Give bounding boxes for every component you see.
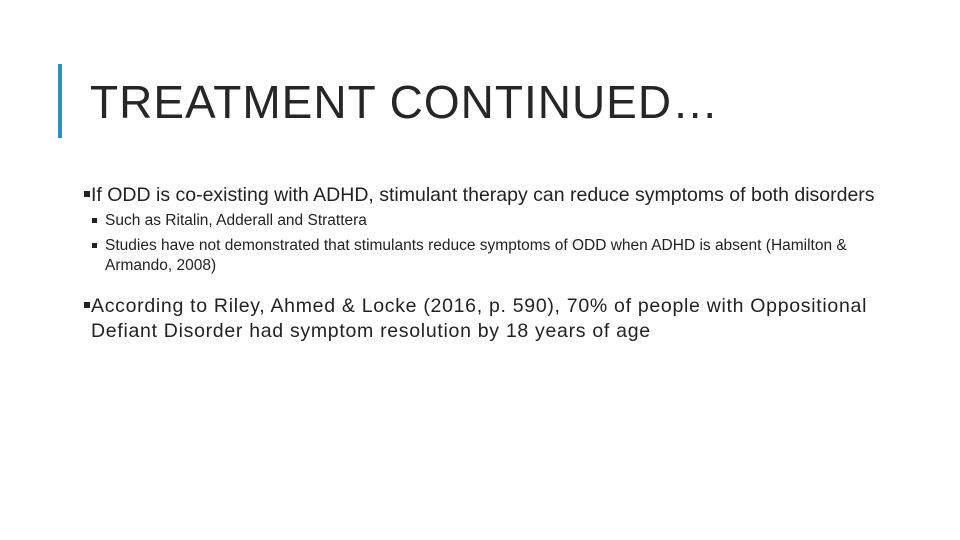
bullet-1-text: If ODD is co-existing with ADHD, stimulant therapy can reduce symptoms of both disorders <box>91 184 875 206</box>
sub-bullet-list <box>92 211 884 276</box>
sub-bullet-1-text: Such as Ritalin, Adderall and Strattera <box>105 212 367 229</box>
bullet-2 <box>84 294 884 344</box>
sub-bullet-2 <box>92 236 884 276</box>
slide-content <box>84 183 884 344</box>
square-bullet-icon <box>84 302 90 308</box>
title-accent-bar <box>58 64 62 138</box>
sub-bullet-1 <box>92 211 884 231</box>
bullet-1 <box>84 183 884 208</box>
slide-title: TREATMENT CONTINUED… <box>90 76 720 128</box>
square-bullet-icon <box>92 218 97 223</box>
square-bullet-icon <box>92 243 97 248</box>
bullet-2-text: According to Riley, Ahmed & Locke (2016, p. 590), 70% of people with Oppositional Defiant Disorder had symptom resolution by 18 years of age <box>91 295 868 342</box>
square-bullet-icon <box>84 191 90 197</box>
sub-bullet-2-text: Studies have not demonstrated that stimulants reduce symptoms of ODD when ADHD is absent (Hamilton & Armando, 2008) <box>105 237 847 274</box>
